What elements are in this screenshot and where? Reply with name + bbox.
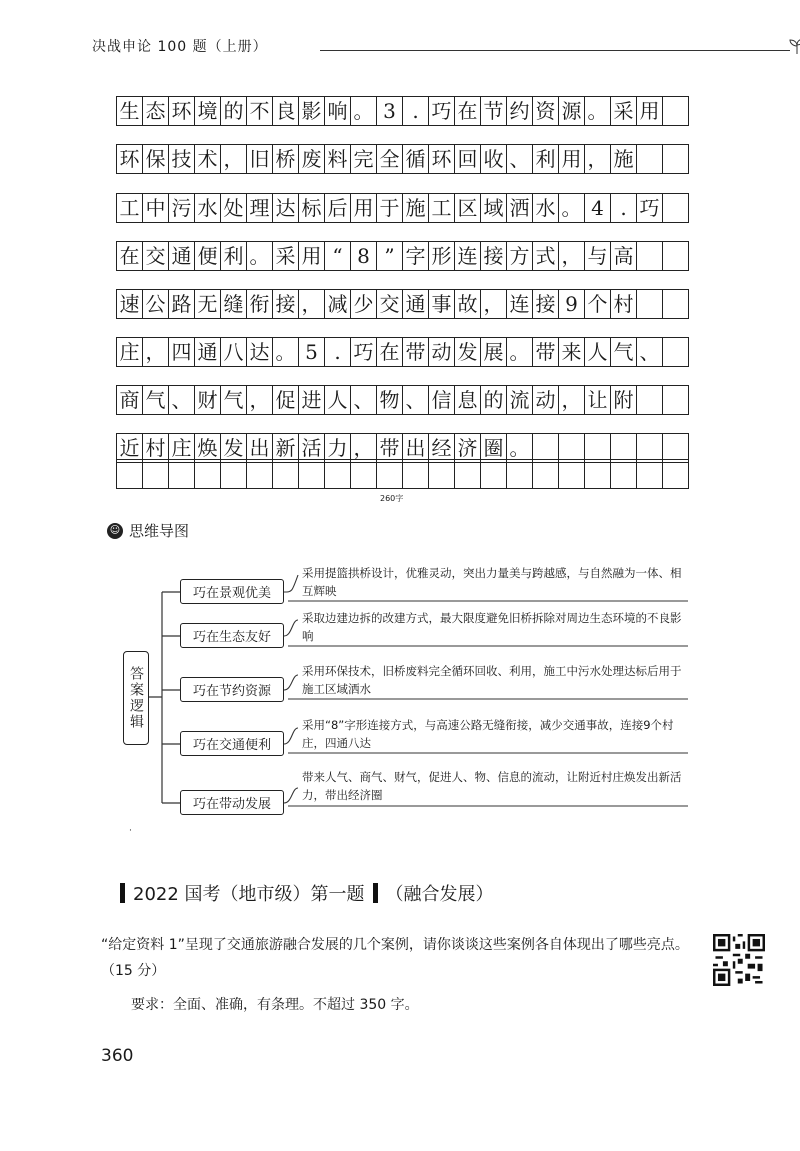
- grid-cell: 接: [532, 289, 559, 319]
- question-text: “给定资料 1”呈现了交通旅游融合发展的几个案例，请你谈谈这些案例各自体现出了哪些亮点。（15 分）: [101, 937, 689, 979]
- grid-cell: 3: [376, 96, 403, 126]
- grid-cell: ”: [376, 241, 403, 271]
- grid-cell: 庄: [168, 433, 195, 463]
- grid-row: [116, 385, 688, 415]
- grid-cell: 域: [480, 193, 507, 223]
- grid-cell: 用: [636, 96, 663, 126]
- book-title: 决战申论 100 题（上册）: [92, 39, 268, 55]
- grid-cell: 影: [298, 96, 325, 126]
- grid-cell: 、: [402, 385, 429, 415]
- grid-cell: 资: [532, 96, 559, 126]
- grid-cell: 展: [480, 337, 507, 367]
- grid-cell: 高: [610, 241, 637, 271]
- running-header: [92, 30, 742, 58]
- grid-cell: [324, 459, 351, 489]
- grid-cell: [662, 459, 689, 489]
- grid-cell: 八: [220, 337, 247, 367]
- grid-cell: 庄: [116, 337, 143, 367]
- grid-cell: 回: [454, 144, 481, 174]
- grid-cell: 巧: [350, 337, 377, 367]
- grid-row: [116, 241, 688, 271]
- grid-cell: 个: [584, 289, 611, 319]
- grid-cell: 村: [610, 289, 637, 319]
- grid-cell: 工: [428, 193, 455, 223]
- grid-cell: 境: [194, 96, 221, 126]
- grid-cell: [402, 459, 429, 489]
- grid-cell: 工: [116, 193, 143, 223]
- grid-cell: 4: [584, 193, 611, 223]
- grid-cell: [662, 144, 689, 174]
- grid-cell: 态: [142, 96, 169, 126]
- grid-row: [116, 193, 688, 223]
- page-number: 360: [101, 1046, 134, 1066]
- grid-cell: 达: [272, 193, 299, 223]
- mindmap-desc-1: 采用提篮拱桥设计，优雅灵动，突出力量美与跨越感，与自然融为一体、相互辉映: [302, 566, 682, 598]
- grid-cell: 带: [402, 337, 429, 367]
- grid-cell: 、: [506, 144, 533, 174]
- grid-cell: 水: [194, 193, 221, 223]
- grid-cell: [636, 241, 663, 271]
- grid-cell: 、: [636, 337, 663, 367]
- grid-cell: 旧: [246, 144, 273, 174]
- grid-cell: 来: [558, 337, 585, 367]
- grid-cell: 。: [506, 337, 533, 367]
- grid-cell: 通: [194, 337, 221, 367]
- grid-cell: [662, 289, 689, 319]
- grid-cell: ，: [142, 337, 169, 367]
- grid-cell: 。: [584, 96, 611, 126]
- grid-cell: [298, 459, 325, 489]
- grid-cell: 便: [194, 241, 221, 271]
- grid-cell: [272, 459, 299, 489]
- heading-bar-left: [120, 883, 125, 903]
- mindmap-node-5: 巧在带动发展: [180, 790, 284, 815]
- grid-cell: 息: [454, 385, 481, 415]
- grid-cell: 区: [454, 193, 481, 223]
- grid-cell: 良: [272, 96, 299, 126]
- grid-cell: 气: [142, 385, 169, 415]
- grid-cell: [584, 459, 611, 489]
- question-heading: [120, 880, 494, 906]
- grid-cell: 近: [116, 433, 143, 463]
- grid-cell: 公: [142, 289, 169, 319]
- grid-cell: 力: [324, 433, 351, 463]
- grid-cell: 利: [220, 241, 247, 271]
- grid-cell: 信: [428, 385, 455, 415]
- grid-cell: 故: [454, 289, 481, 319]
- grid-cell: 衔: [246, 289, 273, 319]
- grid-cell: 。: [246, 241, 273, 271]
- grid-cell: 形: [428, 241, 455, 271]
- grid-cell: 村: [142, 433, 169, 463]
- grid-cell: 字: [402, 241, 429, 271]
- grid-cell: 用: [350, 193, 377, 223]
- grid-cell: [610, 459, 637, 489]
- grid-row: [116, 289, 688, 319]
- grid-cell: [506, 459, 533, 489]
- grid-row: [116, 337, 688, 367]
- grid-cell: [662, 385, 689, 415]
- grid-cell: 。: [272, 337, 299, 367]
- grid-cell: 8: [350, 241, 377, 271]
- grid-cell: .: [324, 337, 351, 367]
- grid-cell: 处: [220, 193, 247, 223]
- mindmap-node-4: 巧在交通便利: [180, 731, 284, 756]
- grid-cell: 气: [610, 337, 637, 367]
- grid-cell: 不: [246, 96, 273, 126]
- grid-cell: 5: [298, 337, 325, 367]
- grid-cell: 理: [246, 193, 273, 223]
- grid-cell: 物: [376, 385, 403, 415]
- grid-cell: 新: [272, 433, 299, 463]
- grid-cell: [558, 459, 585, 489]
- grid-cell: 利: [532, 144, 559, 174]
- grid-cell: [246, 459, 273, 489]
- grid-cell: 。: [558, 193, 585, 223]
- question-tag: （融合发展）: [385, 884, 494, 905]
- grid-cell: 出: [246, 433, 273, 463]
- grid-cell: 保: [142, 144, 169, 174]
- grid-cell: 、: [350, 385, 377, 415]
- grid-cell: 附: [610, 385, 637, 415]
- grid-cell: 方: [506, 241, 533, 271]
- grid-cell: 无: [194, 289, 221, 319]
- grid-cell: [220, 459, 247, 489]
- grid-cell: [662, 337, 689, 367]
- grid-cell: 技: [168, 144, 195, 174]
- grid-cell: [636, 459, 663, 489]
- grid-cell: 人: [584, 337, 611, 367]
- heading-bar-right: [373, 883, 378, 903]
- mindmap-node-2: 巧在生态友好: [180, 623, 284, 648]
- section-label: 思维导图: [129, 522, 190, 540]
- grid-cell: 用: [298, 241, 325, 271]
- grid-row: [116, 459, 688, 489]
- mindmap-node-3: 巧在节约资源: [180, 677, 284, 702]
- grid-cell: 收: [480, 144, 507, 174]
- grid-cell: 。: [350, 96, 377, 126]
- grid-cell: 路: [168, 289, 195, 319]
- grid-cell: 连: [506, 289, 533, 319]
- grid-cell: 后: [324, 193, 351, 223]
- grid-cell: 在: [116, 241, 143, 271]
- grid-cell: 完: [350, 144, 377, 174]
- grid-cell: 的: [220, 96, 247, 126]
- grid-cell: [194, 459, 221, 489]
- mindmap-desc-4: 采用“8”字形连接方式，与高速公路无缝衔接，减少交通事故，连接9个村庄，四通八达: [302, 718, 674, 750]
- grid-cell: ，: [480, 289, 507, 319]
- grid-cell: 环: [168, 96, 195, 126]
- question-requirement: 要求：全面、准确，有条理。不超过 350 字。: [131, 997, 419, 1013]
- grid-cell: 在: [454, 96, 481, 126]
- grid-cell: [662, 96, 689, 126]
- grid-cell: 施: [402, 193, 429, 223]
- grid-cell: [662, 193, 689, 223]
- section-icon: ☺: [107, 523, 123, 539]
- grid-row: [116, 96, 688, 126]
- header-rule: [320, 50, 790, 51]
- sprout-icon: [787, 36, 800, 56]
- grid-cell: [376, 459, 403, 489]
- grid-cell: 中: [142, 193, 169, 223]
- grid-cell: 采: [610, 96, 637, 126]
- grid-cell: “: [324, 241, 351, 271]
- grid-cell: [116, 459, 143, 489]
- grid-cell: [428, 459, 455, 489]
- mindmap-desc-5: 带来人气、商气、财气，促进人、物、信息的流动，让附近村庄焕发出新活力，带出经济圈: [302, 770, 682, 802]
- grid-cell: 循: [402, 144, 429, 174]
- grid-cell: 用: [558, 144, 585, 174]
- grid-cell: 源: [558, 96, 585, 126]
- grid-cell: 环: [116, 144, 143, 174]
- grid-cell: 接: [272, 289, 299, 319]
- grid-cell: [662, 241, 689, 271]
- qr-code-icon: [713, 934, 765, 986]
- grid-cell: 促: [272, 385, 299, 415]
- grid-cell: 生: [116, 96, 143, 126]
- mindmap-desc-2: 采取边建边拆的改建方式，最大限度避免旧桥拆除对周边生态环境的不良影响: [302, 611, 682, 643]
- grid-cell: 交: [376, 289, 403, 319]
- grid-cell: ，: [350, 433, 377, 463]
- grid-cell: 让: [584, 385, 611, 415]
- grid-cell: 9: [558, 289, 585, 319]
- grid-cell: 式: [532, 241, 559, 271]
- grid-cell: 巧: [428, 96, 455, 126]
- grid-cell: 出: [402, 433, 429, 463]
- grid-cell: 焕: [194, 433, 221, 463]
- grid-cell: 经: [428, 433, 455, 463]
- grid-cell: 发: [454, 337, 481, 367]
- grid-cell: ，: [298, 289, 325, 319]
- grid-cell: 达: [246, 337, 273, 367]
- grid-cell: 少: [350, 289, 377, 319]
- grid-cell: 与: [584, 241, 611, 271]
- grid-cell: 带: [376, 433, 403, 463]
- grid-cell: 商: [116, 385, 143, 415]
- grid-cell: 事: [428, 289, 455, 319]
- grid-cell: [142, 459, 169, 489]
- grid-cell: 在: [376, 337, 403, 367]
- grid-cell: 人: [324, 385, 351, 415]
- mindmap-root: 答案逻辑: [123, 651, 149, 745]
- grid-cell: 连: [454, 241, 481, 271]
- grid-cell: [480, 459, 507, 489]
- grid-cell: 四: [168, 337, 195, 367]
- grid-cell: [350, 459, 377, 489]
- grid-cell: 减: [324, 289, 351, 319]
- grid-cell: 全: [376, 144, 403, 174]
- grid-cell: 、: [168, 385, 195, 415]
- grid-cell: 洒: [506, 193, 533, 223]
- grid-cell: 料: [324, 144, 351, 174]
- grid-cell: ，: [246, 385, 273, 415]
- grid-cell: 水: [532, 193, 559, 223]
- grid-cell: [636, 289, 663, 319]
- grid-cell: ，: [584, 144, 611, 174]
- grid-cell: [636, 144, 663, 174]
- grid-cell: 废: [298, 144, 325, 174]
- grid-cell: .: [610, 193, 637, 223]
- grid-cell: 于: [376, 193, 403, 223]
- grid-cell: .: [402, 96, 429, 126]
- grid-cell: 响: [324, 96, 351, 126]
- grid-cell: 的: [480, 385, 507, 415]
- grid-cell: 采: [272, 241, 299, 271]
- grid-cell: 动: [532, 385, 559, 415]
- grid-cell: 施: [610, 144, 637, 174]
- grid-cell: 污: [168, 193, 195, 223]
- mindmap-node-1: 巧在景观优美: [180, 579, 284, 604]
- grid-cell: 缝: [220, 289, 247, 319]
- grid-cell: 桥: [272, 144, 299, 174]
- grid-cell: 节: [480, 96, 507, 126]
- grid-cell: 标: [298, 193, 325, 223]
- section-heading: [107, 520, 189, 541]
- grid-cell: 交: [142, 241, 169, 271]
- grid-cell: 环: [428, 144, 455, 174]
- grid-cell: 济: [454, 433, 481, 463]
- grid-cell: 通: [168, 241, 195, 271]
- word-count-mark: 260字: [380, 494, 404, 503]
- grid-cell: 财: [194, 385, 221, 415]
- grid-cell: 通: [402, 289, 429, 319]
- grid-cell: ，: [558, 241, 585, 271]
- grid-cell: 进: [298, 385, 325, 415]
- grid-cell: 流: [506, 385, 533, 415]
- grid-row: [116, 144, 688, 174]
- grid-cell: [636, 385, 663, 415]
- grid-cell: 接: [480, 241, 507, 271]
- grid-cell: 发: [220, 433, 247, 463]
- grid-cell: 约: [506, 96, 533, 126]
- grid-cell: [168, 459, 195, 489]
- grid-cell: 气: [220, 385, 247, 415]
- grid-cell: ，: [220, 144, 247, 174]
- grid-cell: 巧: [636, 193, 663, 223]
- grid-cell: 活: [298, 433, 325, 463]
- grid-cell: 带: [532, 337, 559, 367]
- grid-cell: 动: [428, 337, 455, 367]
- grid-cell: 术: [194, 144, 221, 174]
- grid-cell: 速: [116, 289, 143, 319]
- grid-cell: [454, 459, 481, 489]
- grid-cell: 。: [506, 433, 533, 463]
- stray-mark: ·: [129, 826, 132, 836]
- mindmap-desc-3: 采用环保技术，旧桥废料完全循环回收、利用，施工中污水处理达标后用于施工区域洒水: [302, 664, 682, 696]
- grid-cell: ，: [558, 385, 585, 415]
- grid-cell: [532, 459, 559, 489]
- grid-cell: 圈: [480, 433, 507, 463]
- question-title: 2022 国考（地市级）第一题: [133, 884, 365, 905]
